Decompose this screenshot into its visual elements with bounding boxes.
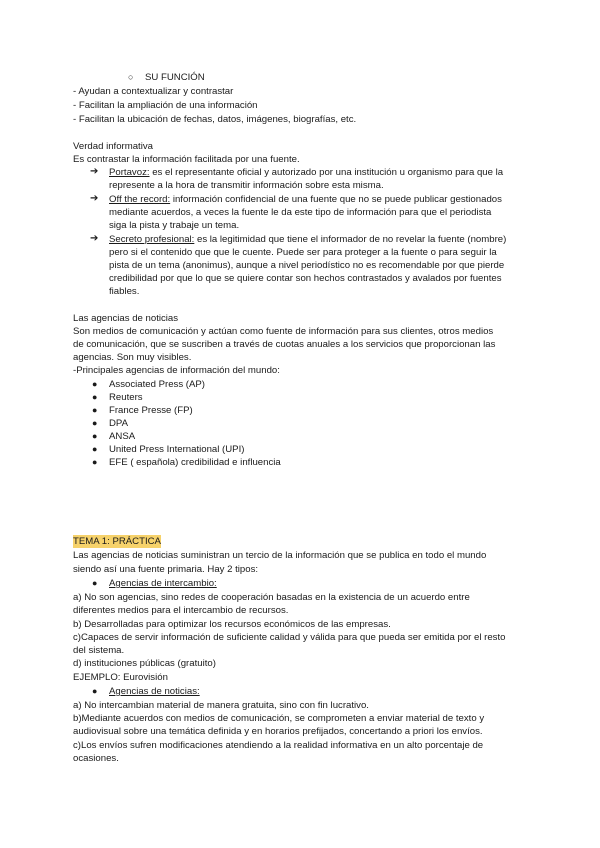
verdad-item-line: [109, 193, 502, 206]
tema-line: a) No son agencias, sino redes de cooperación basadas en la existencia de un acuerdo entre: [73, 592, 470, 603]
term-definition: es el representante oficial y autorizado por una institución u organismo para que la: [149, 167, 504, 178]
tema-heading: TEMA 1: PRÁCTICA: [73, 536, 161, 547]
verdad-heading: Verdad informativa: [73, 141, 153, 152]
verdad-intro: Es contrastar la información facilitada por una fuente.: [73, 154, 300, 165]
verdad-item-line: fiables.: [109, 286, 140, 297]
filled-circle-bullet-icon: ●: [92, 686, 98, 696]
tema-intro-line: siendo así una fuente primaria. Hay 2 tipos:: [73, 564, 259, 575]
subheading-agencias-intercambio: Agencias de intercambio:: [109, 578, 217, 589]
filled-circle-bullet-icon: ●: [92, 392, 98, 402]
verdad-item-line: pero si el contenido que que le cuente. Puede ser para proteger a la fuente o para seguir la: [109, 247, 497, 258]
tema-line: c)Capaces de servir información de suficiente calidad y válida para que pueda ser emitida por el resto: [73, 632, 506, 643]
term-secreto-profesional: Secreto profesional:: [109, 234, 195, 245]
term-definition: información confidencial de una fuente que no se puede publicar gestionados: [170, 194, 502, 205]
subheading-agencias-noticias: Agencias de noticias:: [109, 686, 200, 697]
su-funcion-line: - Facilitan la ampliación de una información: [73, 100, 258, 111]
term-portavoz: Portavoz:: [109, 167, 150, 178]
verdad-item-line: represente a la hora de transmitir información sobre esta misma.: [109, 180, 384, 191]
list-item: EFE ( española) credibilidad e influencia: [109, 457, 281, 468]
tema-line: EJEMPLO: Eurovisión: [73, 672, 168, 683]
term-off-the-record: Off the record:: [109, 194, 171, 205]
tema-line: b)Mediante acuerdos con medios de comunicación, se comprometen a enviar material de texto y: [73, 713, 485, 724]
verdad-item-line: credibilidad por que lo que se quiere contar son hechos contrastados y avalados por fuentes: [109, 273, 502, 284]
list-item: DPA: [109, 418, 129, 429]
verdad-item-line: pista de un tema (anonimus), aunque a nivel periodístico no es recomendable por que pierde: [109, 260, 505, 271]
tema-intro-line: Las agencias de noticias suministran un tercio de la información que se publica en todo el mundo: [73, 550, 487, 561]
tema-line: diferentes medios para el intercambio de recursos.: [73, 605, 289, 616]
arrow-right-icon: ➔: [90, 166, 99, 177]
su-funcion-line: - Facilitan la ubicación de fechas, datos, imágenes, biografías, etc.: [73, 114, 357, 125]
verdad-item-line: siga la pista y trabaje un tema.: [109, 220, 240, 231]
agencias-heading: Las agencias de noticias: [73, 313, 179, 324]
su-funcion-line: - Ayudan a contextualizar y contrastar: [73, 86, 234, 97]
agencias-line: -Principales agencias de información del mundo:: [73, 365, 280, 376]
agencias-line: Son medios de comunicación y actúan como fuente de información para sus clientes, otros medios: [73, 326, 494, 337]
agencias-line: de comunicación, que se suscriben a través de cuotas anuales a los servicios que proporcionan las: [73, 339, 496, 350]
tema-line: c)Los envíos sufren modificaciones atendiendo a la realidad informativa en un alto porcentaje de: [73, 740, 484, 751]
filled-circle-bullet-icon: ●: [92, 431, 98, 441]
hollow-circle-bullet-icon: ○: [128, 72, 134, 82]
list-item: United Press International (UPI): [109, 444, 245, 455]
filled-circle-bullet-icon: ●: [92, 405, 98, 415]
verdad-item-line: [109, 233, 506, 246]
filled-circle-bullet-icon: ●: [92, 418, 98, 428]
su-funcion-heading: SU FUNCIÓN: [145, 72, 205, 83]
filled-circle-bullet-icon: ●: [92, 379, 98, 389]
filled-circle-bullet-icon: ●: [92, 578, 98, 588]
list-item: France Presse (FP): [109, 405, 193, 416]
tema-line: del sistema.: [73, 645, 125, 656]
list-item: Reuters: [109, 392, 143, 403]
tema-line: a) No intercambian material de manera gratuita, sino con fin lucrativo.: [73, 700, 369, 711]
term-definition: es la legitimidad que tiene el informador de no revelar la fuente (nombre): [194, 234, 507, 245]
verdad-item-line: [109, 166, 503, 179]
tema-line: ocasiones.: [73, 753, 119, 764]
arrow-right-icon: ➔: [90, 233, 99, 244]
verdad-item-line: mediante acuerdos, a veces la fuente le da este tipo de información para que el periodista: [109, 207, 492, 218]
arrow-right-icon: ➔: [90, 193, 99, 204]
agencias-line: agencias. Son muy visibles.: [73, 352, 192, 363]
tema-line: audiovisual sobre una temática definida y en horarios prefijados, concertando a priori los envíos.: [73, 726, 483, 737]
filled-circle-bullet-icon: ●: [92, 444, 98, 454]
tema-line: b) Desarrolladas para optimizar los recursos económicos de las empresas.: [73, 619, 391, 630]
list-item: ANSA: [109, 431, 136, 442]
list-item: Associated Press (AP): [109, 379, 205, 390]
filled-circle-bullet-icon: ●: [92, 457, 98, 467]
tema-line: d) instituciones públicas (gratuito): [73, 658, 216, 669]
